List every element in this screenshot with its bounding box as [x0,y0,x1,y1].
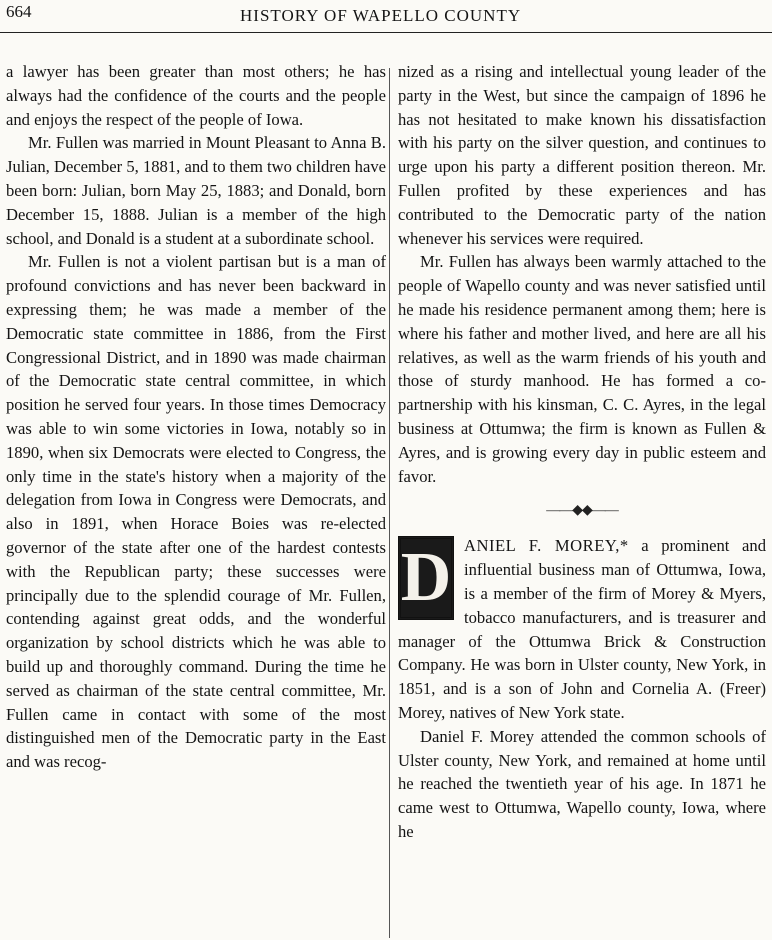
running-head: HISTORY OF WAPELLO COUNTY [240,6,522,25]
paragraph: Mr. Fullen has always been warmly attached to the people of Wapello county and was never satisfied until he made his residence permanent among them; here is where his father and mother lived, and here are all his relatives, as well as the warm friends of his youth and those of sturdy manhood. He has formed a co-partnership with his kinsman, C. C. Ayres, in the legal business at Ottumwa; the firm is known as Fullen & Ayres, and is growing every day in public esteem and favor. [398,252,766,486]
column-divider [389,68,390,938]
right-column [398,60,766,940]
biography-name: ANIEL F. MOREY,* [464,536,629,556]
left-column [6,60,386,940]
paragraph: nized as a rising and intellectual young leader of the party in the West, but since the campaign of 1896 he has not hesitated to make known his dissatisfaction with his party on the silver question, and continues to urge upon his party a different position thereon. Mr. Fullen profited by these experiences and has contributed to the Democratic party of the nation whenever his services were required. [398,62,766,248]
paragraph: Mr. Fullen was married in Mount Pleasant to Anna B. Julian, December 5, 1881, and to them two children have been born: Julian, born May 25, 1883; and Donald, born December 15, 1888. Julian is a member of the high school, and Donald is a student at a subordinate school. [6,133,386,248]
drop-cap [398,536,454,620]
biography-intro-text: a prominent and influential business man of Ottumwa, Iowa, is a member of the firm of Morey & Myers, tobacco manufacturers, and is treasurer and manager of the Ottumwa Brick & Construction Company. He was born in Ulster county, New York, in 1851, and is a son of John and Cornelia A. (Freer) Morey, natives of New York state. [398,536,766,722]
header-rule [0,32,772,33]
page-number: 664 [6,2,32,21]
biography-opening-paragraph [398,534,766,724]
paragraph: Daniel F. Morey attended the common schools of Ulster county, New York, and remained at home until he reached the twentieth year of his age. In 1871 he came west to Ottumwa, Wapello county, Iowa, where he [398,726,766,841]
section-break-ornament: ——◆◆—— [546,503,618,519]
paragraph: a lawyer has been greater than most others; he has always had the confidence of the courts and the people and enjoys the respect of the people of Iowa. [6,62,386,129]
paragraph: Mr. Fullen is not a violent partisan but is a man of profound convictions and has never been backward in expressing them; he was made a member of the Democratic state committee in 1886, from the First Congressional District, and in 1890 was made chairman of the Democratic state central committee, in which position he served four years. In those times Democracy was able to win some victories in Iowa, notably so in 1890, when six Democrats were elected to Congress, the only time in the state's history when a majority of the delegation from Iowa in Congress were Democrats, and also in 1891, when Horace Boies was re-elected governor of the state after one of the hardest contests with the Republican party; these successes were principally due to the splendid courage of Mr. Fullen, contending against great odds, and the wonderful organization by school districts which he was able to build up and thoroughly command. During the time he served as chairman of the state central committee, Mr. Fullen came in contact with some of the most distinguished men of the Democratic party in the East and was recog- [6,252,386,772]
drop-cap-letter: D [400,539,452,617]
